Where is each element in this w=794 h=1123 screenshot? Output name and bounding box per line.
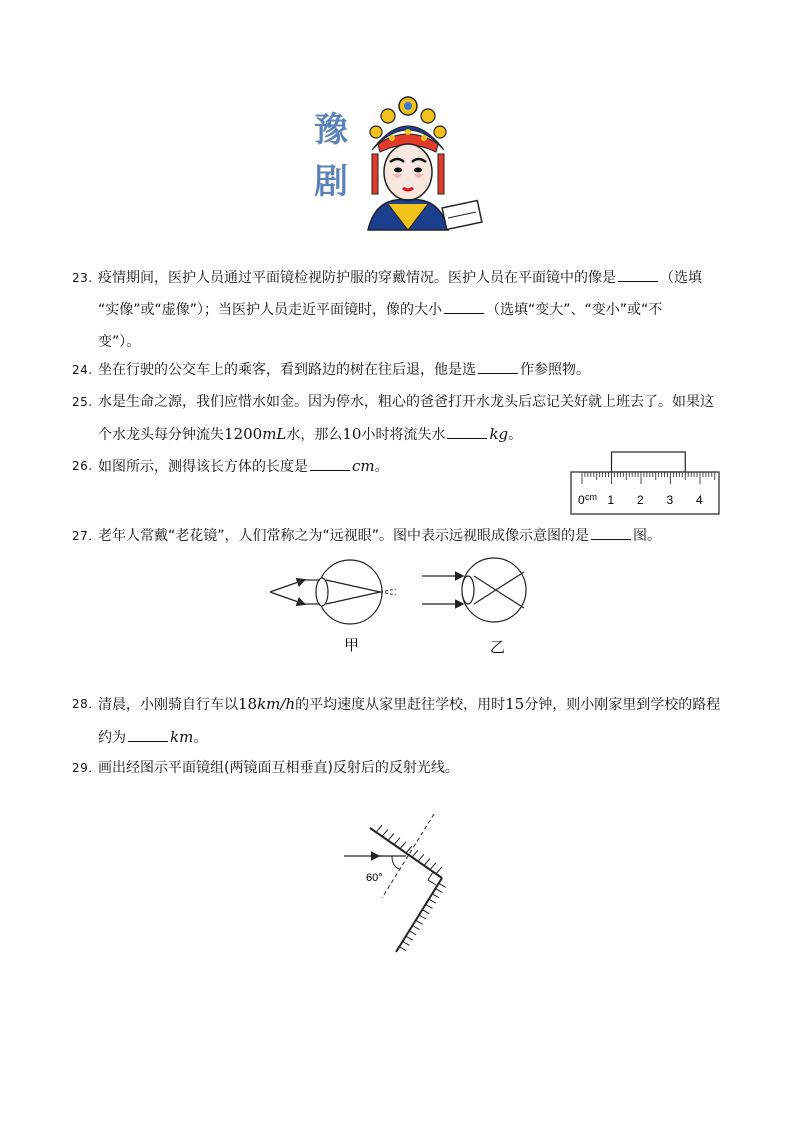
- question-line: 个水龙头每分钟流失1200mL水，那么10小时将流失水 kg。: [98, 425, 523, 443]
- answer-blank[interactable]: [128, 727, 168, 742]
- hatch-line: [430, 863, 436, 870]
- hatch-line: [416, 920, 423, 924]
- hatch-line: [409, 931, 416, 935]
- hatch-line: [439, 883, 446, 887]
- hatch-line: [406, 936, 413, 940]
- mirror-lower-hatching: [399, 883, 445, 950]
- hatch-line: [388, 834, 394, 841]
- ruler-tick-label: 1: [607, 493, 615, 507]
- question-number: 27.: [72, 529, 93, 543]
- question-number: 26.: [72, 459, 93, 473]
- question-number: 23.: [72, 271, 93, 285]
- answer-blank[interactable]: [447, 424, 487, 439]
- angle-label: 60°: [366, 872, 383, 884]
- eye-diagram-figure: [262, 552, 542, 662]
- hatch-line: [429, 899, 436, 903]
- hatch-line: [424, 859, 430, 866]
- hatch-line: [432, 894, 439, 898]
- question-line: 画出经图示平面镜组(两镜面互相垂直)反射后的反射光线。: [98, 760, 459, 776]
- question-25: [72, 386, 732, 451]
- hatch-line: [382, 829, 388, 836]
- answer-blank[interactable]: [591, 525, 631, 540]
- header-logo: [300, 92, 490, 232]
- question-number: 28.: [72, 697, 93, 711]
- answer-blank[interactable]: [444, 299, 484, 314]
- question-line: 水是生命之源，我们应惜水如金。因为停水，粗心的爸爸打开水龙头后忘记关好就上班去了。如果这: [98, 394, 714, 410]
- hatch-line: [422, 910, 429, 914]
- ruler-figure: [568, 448, 722, 518]
- eye-label-left: 甲: [344, 637, 360, 654]
- eye-label-right: 乙: [490, 639, 506, 656]
- hatch-line: [403, 941, 410, 945]
- logo-char-bottom: 剧: [314, 162, 348, 202]
- hatch-line: [400, 842, 406, 849]
- question-28: [72, 688, 732, 754]
- question-line: 疫情期间，医护人员通过平面镜检视防护服的穿戴情况。医护人员在平面镜中的像是 （选填: [98, 262, 732, 294]
- question-line: 变”）。: [98, 334, 141, 350]
- question-line: 约为 km。: [98, 728, 208, 746]
- question-29: [72, 752, 732, 784]
- hatch-line: [376, 825, 382, 832]
- hatch-line: [419, 915, 426, 919]
- question-line: 清晨，小刚骑自行车以18km/h的平均速度从家里赶往学校，用时15分钟，则小刚家里到学校的路程: [98, 695, 721, 713]
- measured-block: [612, 452, 686, 472]
- hatch-line: [412, 850, 418, 857]
- question-27: [72, 520, 732, 552]
- ruler-tick-label: 3: [666, 493, 674, 507]
- eye-diagram-left: [270, 560, 396, 624]
- ruler-tick-label: 0: [578, 493, 585, 507]
- ruler-tick-label: 4: [696, 493, 703, 507]
- question-line: 如图所示，测得该长方体的长度是 cm。: [98, 457, 389, 475]
- hatch-line: [412, 926, 419, 930]
- mirror-figure: [330, 808, 470, 960]
- opera-mask-illustration: [358, 92, 488, 232]
- ruler-tick-label: 2: [637, 493, 644, 507]
- logo-char-top: 豫: [314, 110, 348, 150]
- mirror-upper-hatching: [376, 825, 442, 874]
- hatch-line: [418, 854, 424, 861]
- ruler-unit-label: cm: [585, 492, 597, 502]
- question-number: 25.: [72, 395, 93, 409]
- answer-blank[interactable]: [310, 456, 350, 471]
- hatch-line: [436, 867, 442, 874]
- hatch-line: [399, 947, 406, 951]
- question-line: 坐在行驶的公交车上的乘客，看到路边的树在往后退，他是选 作参照物。: [98, 354, 732, 386]
- question-23: [72, 262, 732, 358]
- hatch-line: [435, 889, 442, 893]
- question-number: 29.: [72, 761, 93, 775]
- eye-diagram-right: [422, 558, 526, 622]
- answer-blank[interactable]: [478, 359, 518, 374]
- question-line: 老年人常戴“老花镜”，人们常称之为“远视眼”。图中表示远视眼成像示意图的是 图。: [98, 520, 732, 552]
- hatch-line: [394, 838, 400, 845]
- question-number: 24.: [72, 363, 93, 377]
- question-24: [72, 354, 732, 386]
- hatch-line: [426, 904, 433, 908]
- hatch-line: [406, 846, 412, 853]
- answer-blank[interactable]: [618, 267, 658, 282]
- question-line: “实像”或“虚像”）；当医护人员走近平面镜时，像的大小 （选填“变大”、“变小”或“不: [98, 294, 732, 326]
